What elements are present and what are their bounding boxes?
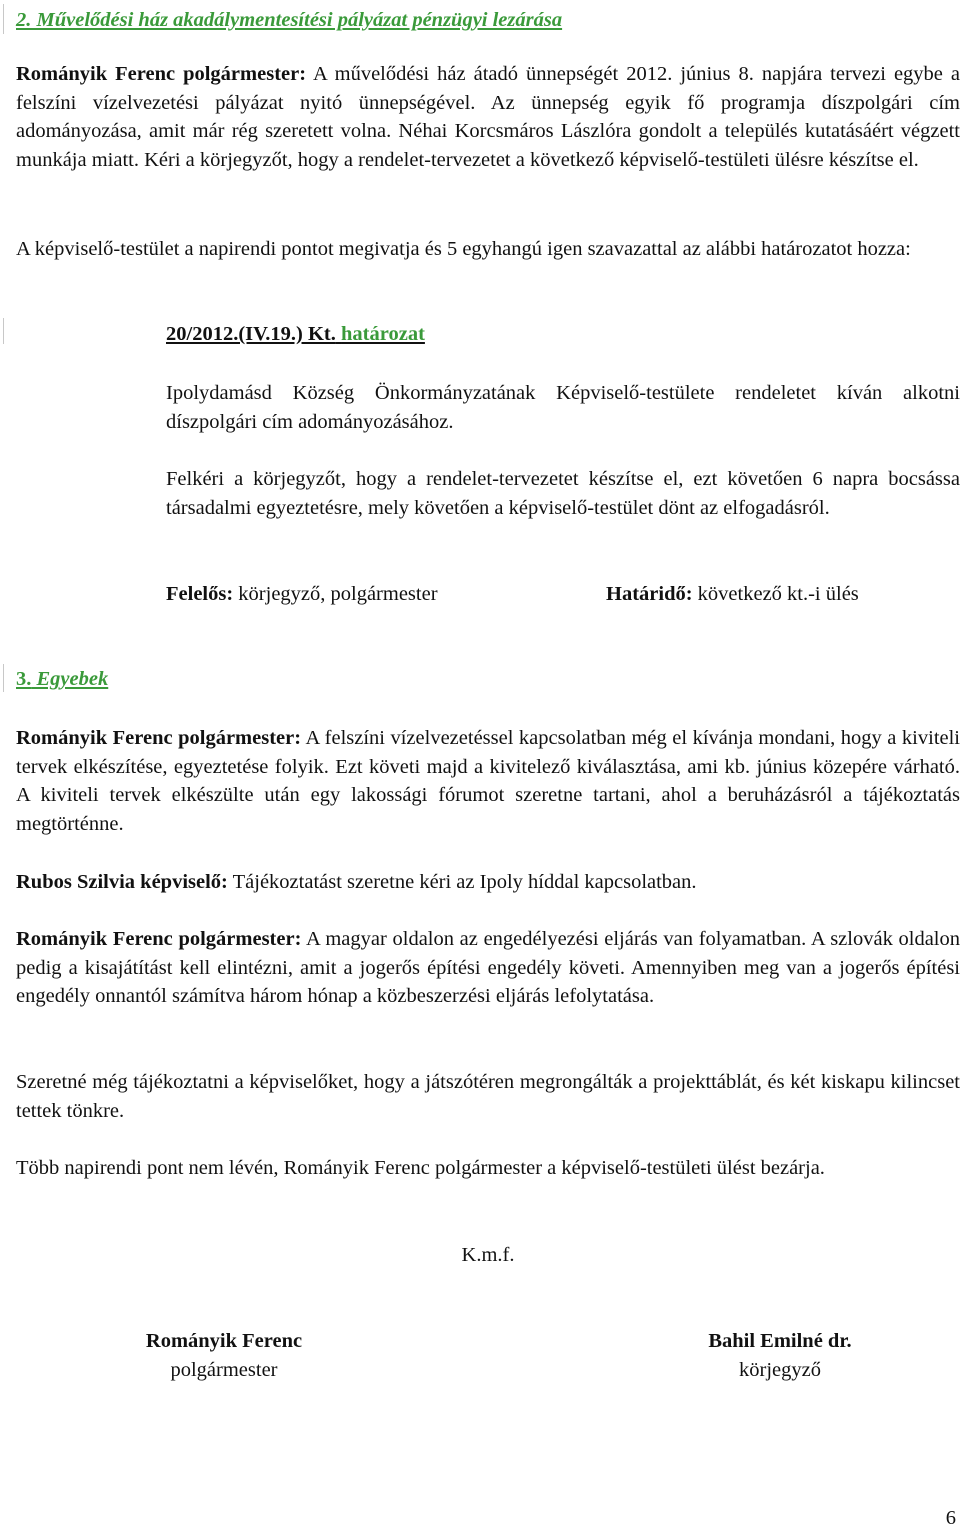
speaker-name: Rományik Ferenc polgármester: [16, 727, 302, 749]
signature-right-name: Bahil Emilné dr. [708, 1330, 852, 1352]
paragraph-text: A művelődési ház átadó ünnepségét 2012. június 8. napjára tervezi egybe a felszíni vízelvezetési pályázat nyitó ünnepségével. Az ünnepség egyik fő programja díszpolgári cím adományozása, amit már rég szeretett volna. Néhai Korcsmáros Lászlóra gondolt a település kutatásáért végzett munkája miatt. Kéri a körjegyzőt, hogy a rendelet-tervezetet a következő képviselő-testületi ülésre készítse el. [16, 63, 960, 171]
deadline-value: következő kt.-i ülés [697, 583, 859, 605]
responsible-value: körjegyző, polgármester [238, 583, 438, 605]
signature-left [116, 1327, 332, 1384]
margin-marker [3, 4, 4, 34]
section-2-heading: 2. Művelődési ház akadálymentesítési pályázat pénzügyi lezárása [16, 9, 563, 31]
section-3-paragraph [16, 868, 960, 897]
resolution-text: Felkéri a körjegyzőt, hogy a rendelet-tervezetet készítse el, ezt követően 6 napra bocsássa társadalmi egyeztetésre, mely követően a képviselő-testület dönt az elfogadásról. [166, 468, 960, 519]
section-2-paragraph [16, 60, 960, 174]
page-number: 6 [945, 1507, 956, 1529]
resolution-label: határozat [341, 323, 425, 345]
section-3-number: 3. [16, 668, 32, 690]
paragraph-text: A magyar oldalon az engedélyezési eljárás van folyamatban. A szlovák oldalon pedig a kisajátítást kell elintézni, amit a jogerős építési engedély követi. Amennyiben meg van a jogerős építési engedély onnantól számítva három hónap a közbeszerzési eljárás lefolytatása. [16, 928, 960, 1008]
deadline-label: Határidő: [606, 583, 693, 605]
resolution-text: Ipolydamásd Község Önkormányzatának Képviselő-testülete rendeletet kíván alkotni díszpolgári cím adományozásához. [166, 382, 960, 433]
resolution-deadline [606, 580, 859, 608]
section-3-title: Egyebek [36, 668, 109, 690]
resolution-responsible [166, 580, 438, 608]
speaker-name: Rományik Ferenc polgármester: [16, 928, 302, 950]
responsible-label: Felelős: [166, 583, 234, 605]
speaker-name: Rományik Ferenc polgármester: [16, 63, 307, 85]
resolution-number [166, 320, 425, 348]
signature-right-title: körjegyző [739, 1358, 821, 1381]
section-3-paragraph [16, 724, 960, 838]
section-3-paragraph [16, 925, 960, 1011]
margin-marker [3, 318, 4, 344]
kmf-label: K.m.f. [461, 1244, 515, 1266]
section-3-paragraph: Szeretné még tájékoztatni a képviselőket, hogy a játszótéren megrongálták a projekttáblát, és két kiskapu kilincset tettek tönkre. [16, 1071, 960, 1122]
section-3-paragraph: Több napirendi pont nem lévén, Rományik Ferenc polgármester a képviselő-testületi ülést bezárja. [16, 1157, 825, 1179]
signature-left-name: Rományik Ferenc [145, 1330, 303, 1352]
paragraph-text: Tájékoztatást szeretne kéri az Ipoly híddal kapcsolatban. [232, 871, 697, 893]
signature-right [672, 1327, 888, 1384]
section-3-heading [16, 665, 108, 693]
resolution-number-text: 20/2012.(IV.19.) Kt. [166, 323, 336, 345]
speaker-name: Rubos Szilvia képviselő: [16, 871, 228, 893]
paragraph-text: A felszíni vízelvezetéssel kapcsolatban még el kívánja mondani, hogy a kiviteli tervek elkészítése, egyeztetése folyik. Ezt követi majd a kivitelező kiválasztása, ami kb. június közepére várható. A kiviteli tervek elkészülte után egy lakossági fórumot szeretne tartani, ahol a beruházásról a tájékoztatás megtörténne. [16, 727, 960, 835]
vote-paragraph: A képviselő-testület a napirendi pontot megivatja és 5 egyhangú igen szavazattal az alábbi határozatot hozza: [16, 238, 911, 260]
margin-marker [3, 664, 4, 692]
signature-left-title: polgármester [170, 1358, 278, 1381]
